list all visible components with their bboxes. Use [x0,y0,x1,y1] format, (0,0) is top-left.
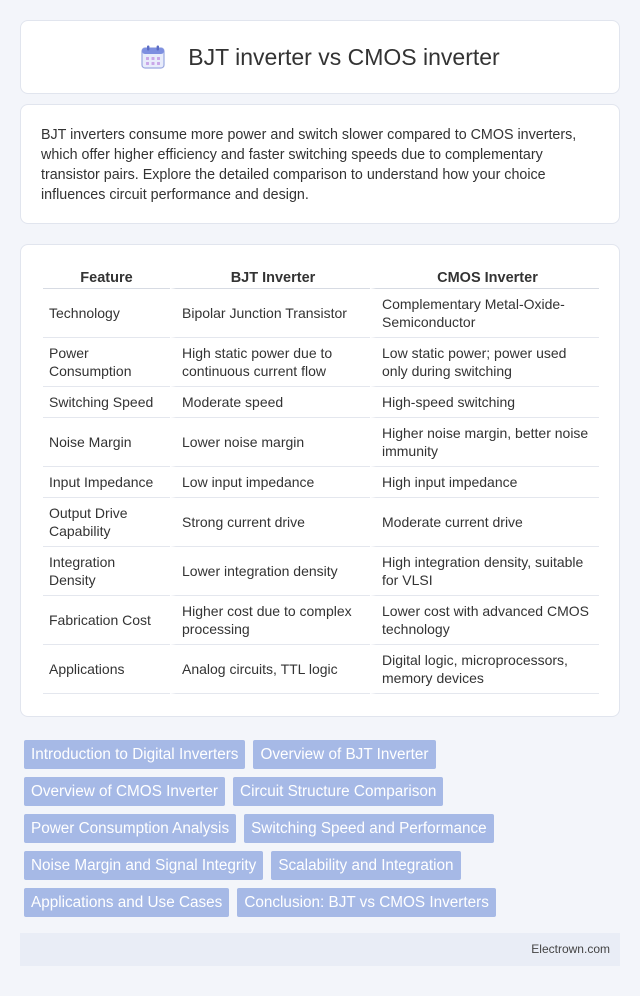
tag-link[interactable]: Circuit Structure Comparison [233,777,443,806]
cell-bjt: Bipolar Junction Transistor [170,289,370,338]
table-row [43,547,599,596]
comparison-table-card [20,244,620,717]
tag-link[interactable]: Introduction to Digital Inverters [24,740,245,769]
cell-feature: Input Impedance [43,467,170,498]
related-topics [24,740,624,925]
tag-row [24,888,624,917]
cell-bjt: Low input impedance [170,467,370,498]
cell-cmos: Lower cost with advanced CMOS technology [370,596,599,645]
footer-site-link[interactable]: Electrown.com [531,942,610,956]
intro-text: BJT inverters consume more power and switch slower compared to CMOS inverters, which offer higher efficiency and faster switching speeds due to complementary transistor pairs. Explore the detailed comparison to understand how your choice influences circuit performance and design. [41,127,577,203]
tag-link[interactable]: Scalability and Integration [271,851,460,880]
cell-cmos: Digital logic, microprocessors, memory devices [370,645,599,694]
header-bjt: BJT Inverter [170,267,370,289]
tag-row [24,814,624,843]
cell-feature: Noise Margin [43,418,170,467]
cell-cmos: Low static power; power used only during switching [370,338,599,387]
page-title: BJT inverter vs CMOS inverter [188,43,500,70]
table-row [43,338,599,387]
cell-bjt: Moderate speed [170,387,370,418]
cell-cmos: Moderate current drive [370,498,599,547]
intro-card [20,104,620,224]
tag-link[interactable]: Overview of BJT Inverter [253,740,435,769]
table-row [43,467,599,498]
header-feature: Feature [43,267,170,289]
table-row [43,645,599,694]
table-row [43,418,599,467]
cell-bjt: Lower noise margin [170,418,370,467]
header-cmos: CMOS Inverter [370,267,599,289]
table-header-row [43,267,599,289]
cell-cmos: High input impedance [370,467,599,498]
tag-link[interactable]: Power Consumption Analysis [24,814,236,843]
tag-row [24,777,624,806]
tag-row [24,740,624,769]
table-row [43,498,599,547]
tag-link[interactable]: Switching Speed and Performance [244,814,494,843]
tag-row [24,851,624,880]
cell-feature: Switching Speed [43,387,170,418]
cell-bjt: Higher cost due to complex processing [170,596,370,645]
table-row [43,387,599,418]
comparison-table [43,267,599,694]
table-row [43,596,599,645]
cell-feature: Applications [43,645,170,694]
calendar-icon [140,44,166,70]
cell-cmos: High-speed switching [370,387,599,418]
cell-cmos: Higher noise margin, better noise immunity [370,418,599,467]
cell-feature: Integration Density [43,547,170,596]
cell-bjt: Lower integration density [170,547,370,596]
cell-cmos: High integration density, suitable for VLSI [370,547,599,596]
tag-link[interactable]: Noise Margin and Signal Integrity [24,851,263,880]
tag-link[interactable]: Applications and Use Cases [24,888,229,917]
cell-feature: Output Drive Capability [43,498,170,547]
cell-bjt: Analog circuits, TTL logic [170,645,370,694]
tag-link[interactable]: Overview of CMOS Inverter [24,777,225,806]
cell-cmos: Complementary Metal-Oxide-Semiconductor [370,289,599,338]
cell-feature: Technology [43,289,170,338]
title-card [20,20,620,94]
cell-bjt: High static power due to continuous current flow [170,338,370,387]
cell-bjt: Strong current drive [170,498,370,547]
tag-link[interactable]: Conclusion: BJT vs CMOS Inverters [237,888,496,917]
cell-feature: Fabrication Cost [43,596,170,645]
table-row [43,289,599,338]
footer [20,933,620,966]
cell-feature: Power Consumption [43,338,170,387]
